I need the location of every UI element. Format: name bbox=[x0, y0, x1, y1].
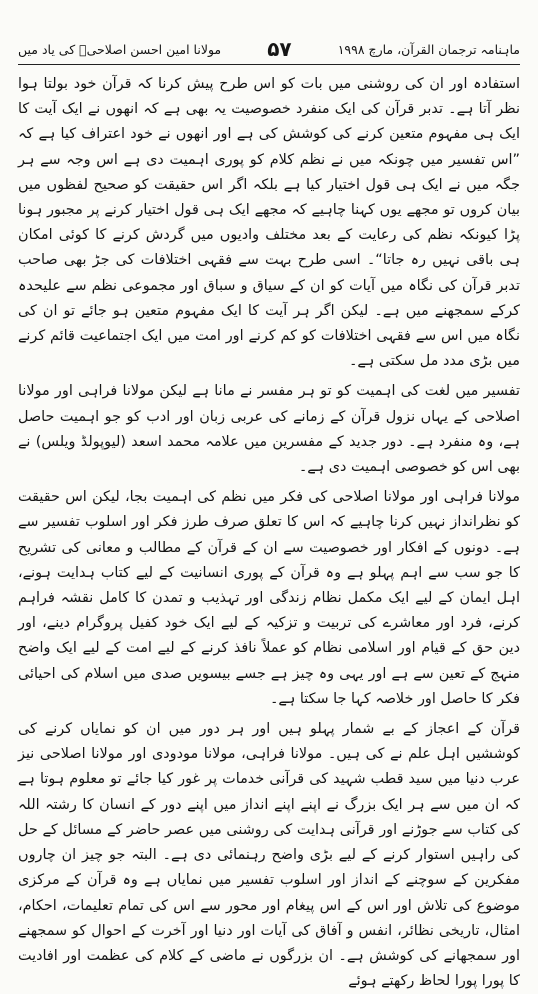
document-page bbox=[18, 10, 520, 990]
header-rule bbox=[18, 64, 520, 65]
paragraph: قرآن کے اعجاز کے بے شمار پہلو ہیں اور ہر دور میں ان کو نمایاں کرنے کی کوششیں اہل علم نے کی ہیں۔ مولانا فراہی، مولانا مودودی اور مولانا اصلاحی نیز عرب دنیا میں سید قطب شہید کی قرآنی خدمات پر غور کیا جائے تو معلوم ہوتا ہے کہ ان میں سے ہر ایک بزرگ نے اپنے اپنے انداز میں اپنے دور کے انسان کا رشتہ اللہ کی کتاب سے جوڑنے اور قرآنی ہدایت کی روشنی میں عصر حاضر کے مسائل کے حل کی راہیں استوار کرنے کے لیے بڑی واضح رہنمائی دی ہے۔ البتہ جو چیز ان چاروں مفکرین کے سوچنے کے انداز اور اسلوب تفسیر میں نمایاں ہے وہ قرآن کے مرکزی موضوع کی تلاش اور اس کے اس پیغام اور محور سے اس کی تمام تعلیمات، احکام، امثال، تاریخی نظائر، انفس و آفاق کی آیات اور دنیا اور آخرت کے احوال کو سمجھنے اور سمجھانے کی کوشش ہے۔ ان بزرگوں نے ماضی کے کلام کی عظمت اور افادیت کا پورا پورا لحاظ رکھتے ہوئے bbox=[18, 721, 520, 990]
running-header bbox=[18, 38, 520, 60]
paragraph: استفادہ اور ان کی روشنی میں بات کو اس طرح پیش کرنا کہ قرآن خود بولتا ہوا نظر آتا ہے۔ تدبر قرآن کی ایک منفرد خصوصیت یہ بھی ہے کہ انھوں نے ایک آیت کا ایک ہی مفہوم متعین کرنے کی کوشش کی ہے اور انھوں نے خود اعتراف کیا ہے کہ ”اس تفسیر میں چونکہ میں نے نظم کلام کو پوری اہمیت دی ہے اس وجہ سے ہر جگہ میں نے ایک ہی قول اختیار کیا ہے بلکہ اگر اس حقیقت کو صحیح لفظوں میں بیان کروں تو مجھے یوں کہنا چاہیے کہ مجھے ایک ہی قول اختیار کرنے پر مجبور ہونا پڑا کیونکہ نظم کی رعایت کے بعد مختلف وادیوں میں گردش کرنے کا کوئی امکان ہی باقی نہیں رہ جاتا“۔ اسی طرح بہت سے فقہی اختلافات کی جڑ بھی صاحب تدبر قرآن کی نگاہ میں آیات کو ان کے سیاق و سباق اور مجموعی نظم سے علیحدہ کرکے سمجھنے میں ہے۔ لیکن اگر ہر آیت کا ایک مفہوم متعین ہو جائے تو ان کی نگاہ میں اس سے فقہی اختلافات کو کم کرنے اور امت میں ایک اجتماعیت قائم کرنے میں بڑی مدد مل سکتی ہے۔ bbox=[18, 76, 520, 370]
paragraph: تفسیر میں لغت کی اہمیت کو تو ہر مفسر نے مانا ہے لیکن مولانا فراہی اور مولانا اصلاحی کے یہاں نزول قرآن کے زمانے کی عربی زبان اور ادب کو جو اہمیت حاصل ہے، وہ منفرد ہے۔ دور جدید کے مفسرین میں علامہ محمد اسعد (لیوپولڈ ویلس) نے بھی اس کو خصوصی اہمیت دی ہے۔ bbox=[18, 383, 520, 476]
article-body bbox=[18, 72, 520, 990]
article-title: مولانا امین احسن اصلاحیؒ کی یاد میں bbox=[18, 41, 222, 57]
page-number: ۵۷ bbox=[267, 37, 292, 61]
paragraph: مولانا فراہی اور مولانا اصلاحی کی فکر میں نظم کی اہمیت بجا، لیکن اس حقیقت کو نظرانداز نہیں کرنا چاہیے کہ اس کا تعلق صرف طرز فکر اور اسلوب تفسیر سے ہے۔ دونوں کے افکار اور خصوصیت سے ان کے قرآن کے مطالب و معانی کی تشریح کا جو سب سے اہم پہلو ہے وہ قرآن کے پوری انسانیت کے لیے کتاب ہدایت ہونے، اہل ایمان کے لیے ایک مکمل نظام زندگی اور تہذیب و تمدن کا کامل نقشہ فراہم کرنے، فرد اور معاشرے کی تربیت و تزکیہ کے لیے ایک خود کفیل پروگرام دینے، اور دین حق کے قیام اور اسلامی نظام کو عملاً نافذ کرنے کے لیے امت کے لیے ایک واضح منہج کے تعین سے ہے اور یہی وہ چیز ہے جسے بیسویں صدی میں اسلام کی احیائی فکر کا حاصل اور خلاصہ کہا جا سکتا ہے۔ bbox=[18, 489, 520, 707]
journal-title: ماہنامہ ترجمان القرآن، مارچ ۱۹۹۸ bbox=[337, 41, 520, 57]
